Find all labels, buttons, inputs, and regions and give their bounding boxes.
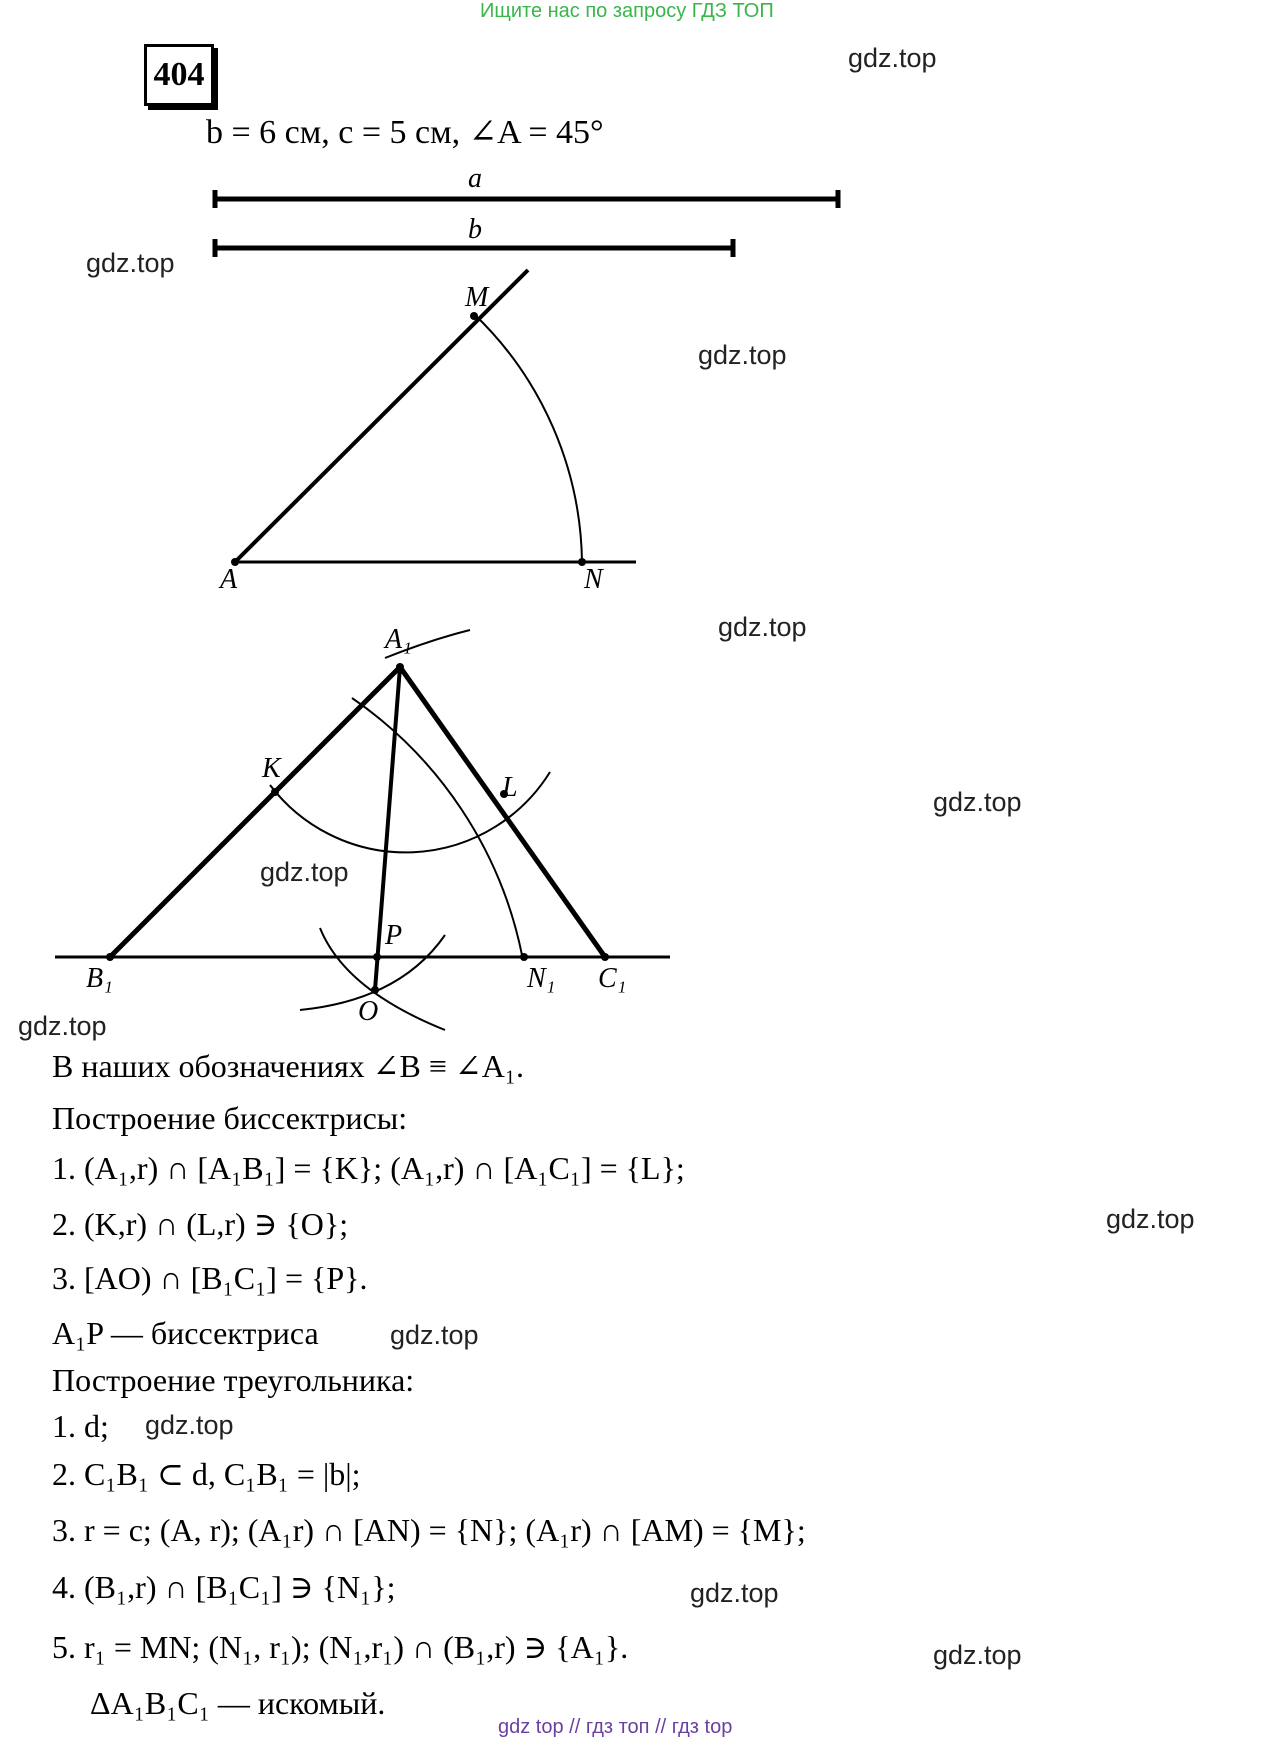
label-L: L — [502, 772, 518, 803]
text-line-notation: В наших обозначениях ∠B ≡ ∠A₁. — [52, 1048, 524, 1084]
text-line-bisector-step-1: 1. (A₁,r) ∩ [A₁B₁] = {K}; (A₁,r) ∩ [A₁C₁] = {L}; — [52, 1150, 685, 1186]
watermark: gdz.top — [86, 248, 175, 278]
watermark: gdz.top — [933, 787, 1022, 817]
text-line-triangle-step-5: 5. r₁ = MN; (N₁, r₁); (N₁,r₁) ∩ (B₁,r) ∋ {A₁}. — [52, 1629, 629, 1665]
text-line-triangle-heading: Построение треугольника: — [52, 1362, 415, 1398]
watermark: gdz.top — [1106, 1204, 1195, 1234]
segment-b-label: b — [468, 214, 482, 245]
label-N1: N₁ — [527, 963, 556, 994]
text-line-triangle-step-2: 2. C₁B₁ ⊂ d, C₁B₁ = |b|; — [52, 1456, 361, 1492]
label-N: N — [584, 564, 603, 595]
top-banner[interactable]: Ищите нас по запросу ГДЗ ТОП — [480, 0, 774, 22]
given-condition: b = 6 см, c = 5 см, ∠A = 45° — [206, 114, 604, 151]
watermark: gdz.top — [933, 1640, 1022, 1670]
watermark: gdz.top — [145, 1410, 234, 1440]
label-A1: A₁ — [385, 624, 412, 655]
text-line-bisector-step-3: 3. [AO) ∩ [B₁C₁] = {P}. — [52, 1260, 368, 1296]
label-B1: B₁ — [86, 963, 113, 994]
triangle-figure — [55, 630, 670, 1030]
text-line-bisector-step-2: 2. (K,r) ∩ (L,r) ∋ {O}; — [52, 1206, 349, 1242]
text-line-bisector-result: A₁P — биссектриса — [52, 1315, 319, 1351]
label-P: P — [385, 920, 403, 951]
label-A: A — [220, 564, 238, 595]
segment-a — [215, 190, 838, 208]
watermark: gdz.top — [848, 43, 937, 73]
text-line-triangle-step-3: 3. r = c; (A, r); (A₁r) ∩ [AN) = {N}; (A₁r) ∩ [AM) = {M}; — [52, 1512, 806, 1548]
angle-figure — [231, 270, 636, 566]
label-K: K — [262, 753, 281, 784]
watermark: gdz.top — [390, 1320, 479, 1350]
text-line-conclusion: ΔA₁B₁C₁ — искомый. — [90, 1685, 386, 1721]
segment-a-label: a — [468, 163, 482, 194]
text-line-triangle-step-1: 1. d; — [52, 1408, 109, 1444]
watermark: gdz.top — [690, 1578, 779, 1608]
text-line-bisector-heading: Построение биссектрисы: — [52, 1100, 408, 1136]
label-O: O — [358, 996, 379, 1027]
label-M: M — [465, 282, 489, 313]
watermark: gdz.top — [718, 612, 807, 642]
bottom-banner[interactable]: gdz top // гдз топ // гдз top — [498, 1716, 733, 1738]
text-line-triangle-step-4: 4. (B₁,r) ∩ [B₁C₁] ∋ {N₁}; — [52, 1569, 396, 1605]
watermark: gdz.top — [18, 1011, 107, 1041]
watermark: gdz.top — [698, 340, 787, 370]
label-C1: C₁ — [598, 963, 627, 994]
problem-number: 404 — [144, 44, 214, 106]
watermark: gdz.top — [260, 857, 349, 887]
